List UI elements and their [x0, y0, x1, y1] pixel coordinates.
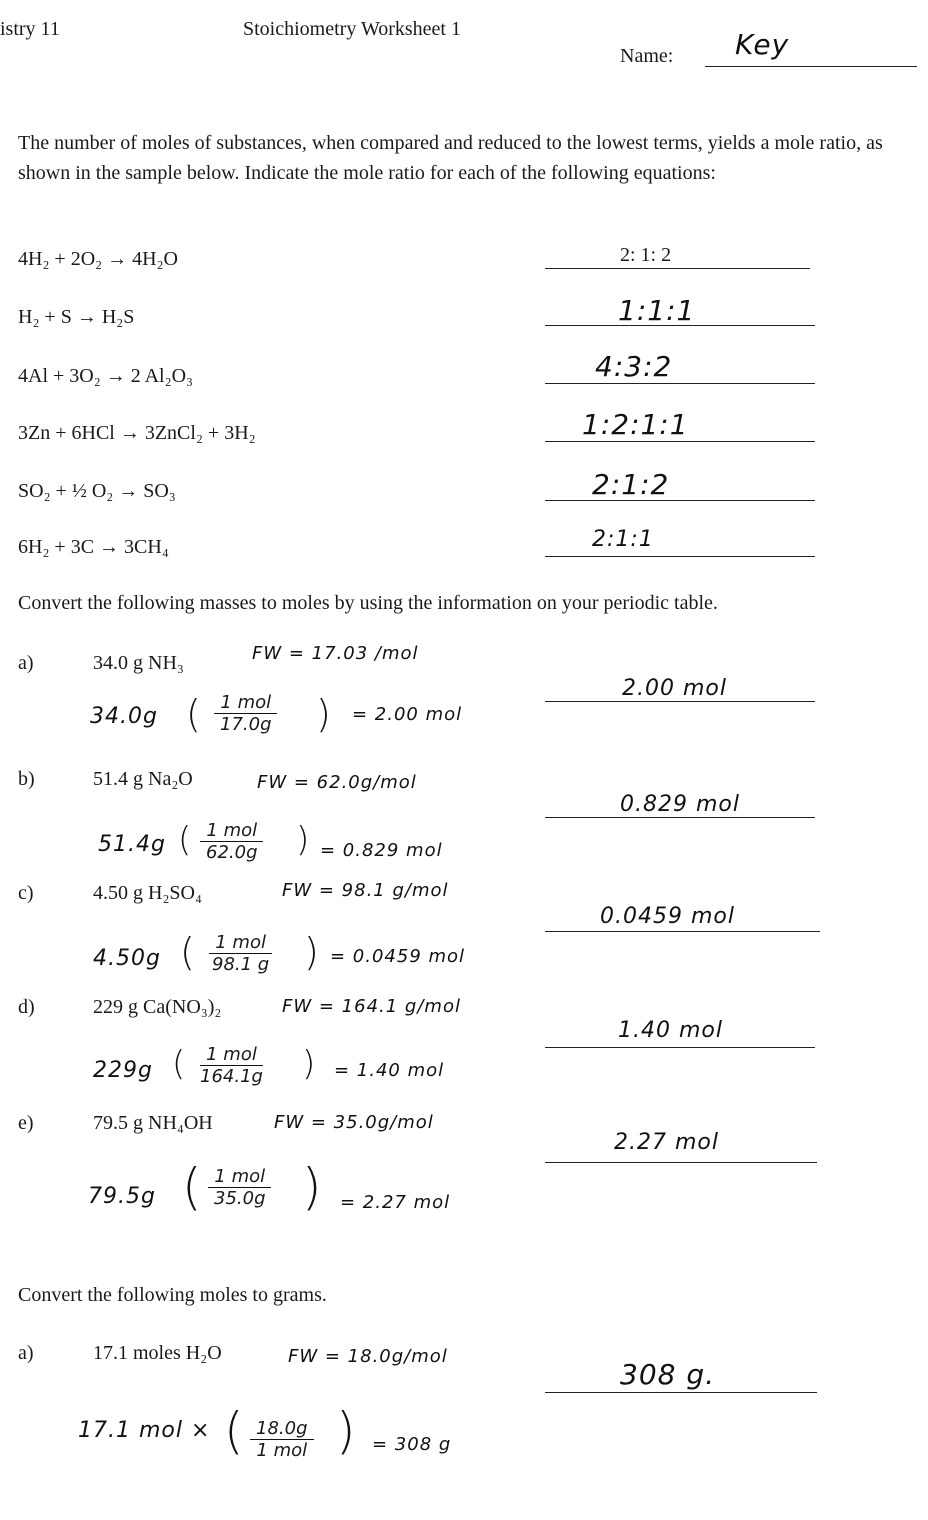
answer-line	[545, 1392, 817, 1393]
ratio-equation: H₂ + S → H₂S	[18, 306, 135, 328]
answer-line	[545, 1047, 815, 1048]
formula-weight: FW = 164.1 g/mol	[282, 996, 461, 1017]
problem-letter: a)	[18, 1342, 34, 1364]
answer-line	[545, 817, 815, 818]
problem-given: 17.1 moles H₂O	[93, 1342, 222, 1364]
answer-line	[545, 1162, 817, 1163]
conversion-factor	[194, 1044, 269, 1087]
problem-letter: a)	[18, 652, 34, 674]
ratio-equation: 4Al + 3O₂ → 2 Al₂O₃	[18, 365, 193, 387]
problem-given: 34.0 g NH₃	[93, 652, 184, 674]
open-paren: (	[172, 1044, 186, 1084]
name-line	[705, 66, 917, 67]
ratio-answer: 2: 1: 2	[620, 244, 672, 266]
work-result: = 0.829 mol	[320, 840, 443, 861]
worksheet-title: Stoichiometry Worksheet 1	[243, 18, 461, 40]
conversion-factor	[200, 820, 264, 863]
factor-numerator: 1 mol	[200, 820, 263, 842]
formula-weight: FW = 62.0g/mol	[257, 772, 417, 793]
grams-answer: 308 g.	[620, 1358, 716, 1391]
name-value: Key	[735, 28, 790, 61]
work-result: = 0.0459 mol	[330, 946, 466, 967]
open-paren: (	[178, 820, 192, 860]
ratio-equation: 6H₂ + 3C → 3CH₄	[18, 536, 169, 558]
ratio-equation: 3Zn + 6HCl → 3ZnCl₂ + 3H₂	[18, 422, 256, 444]
problem-given: 229 g Ca(NO₃)₂	[93, 996, 222, 1018]
answer-line	[545, 931, 820, 932]
problem-given: 4.50 g H₂SO₄	[93, 882, 202, 904]
factor-numerator: 1 mol	[214, 692, 277, 714]
work-result: = 1.40 mol	[334, 1060, 445, 1081]
close-paren: )	[316, 692, 331, 736]
work-mass: 51.4g	[98, 832, 166, 857]
answer-line	[545, 383, 815, 384]
answer-line	[545, 441, 815, 442]
ratio-equation: SO₂ + ½ O₂ → SO₃	[18, 480, 176, 502]
close-paren: )	[302, 1158, 322, 1216]
work-mass: 34.0g	[90, 704, 158, 729]
mass-answer: 2.00 mol	[622, 676, 727, 701]
factor-numerator: 1 mol	[208, 1166, 271, 1188]
close-paren: )	[304, 930, 319, 974]
answer-line	[545, 268, 810, 269]
work-moles: 17.1 mol ×	[78, 1418, 211, 1443]
problem-given: 79.5 g NH₄OH	[93, 1112, 213, 1134]
factor-numerator: 18.0g	[250, 1418, 314, 1440]
open-paren: (	[180, 930, 195, 974]
problem-given: 51.4 g Na₂O	[93, 768, 193, 790]
formula-weight: FW = 18.0g/mol	[288, 1346, 448, 1367]
answer-line	[545, 701, 815, 702]
problem-letter: b)	[18, 768, 35, 790]
factor-denominator: 35.0g	[214, 1188, 266, 1209]
formula-weight: FW = 98.1 g/mol	[282, 880, 449, 901]
ratio-answer: 2:1:2	[592, 468, 670, 501]
mass-answer: 0.0459 mol	[600, 904, 735, 929]
problem-letter: d)	[18, 996, 35, 1018]
factor-denominator: 17.0g	[220, 714, 272, 735]
section-mass-to-moles-title: Convert the following masses to moles by using the information on your periodic table.	[18, 592, 718, 614]
formula-weight: FW = 17.03 /mol	[252, 643, 419, 664]
section-moles-to-grams-title: Convert the following moles to grams.	[18, 1284, 327, 1306]
work-result: = 308 g	[372, 1434, 452, 1455]
formula-weight: FW = 35.0g/mol	[274, 1112, 434, 1133]
ratio-equation: 4H₂ + 2O₂ → 4H₂O	[18, 248, 178, 270]
intro-paragraph: The number of moles of substances, when compared and reduced to the lowest terms, yields a mole ratio, as shown in the sample below. Indicate the mole ratio for each of the following equations:	[18, 132, 883, 184]
open-paren: (	[182, 1158, 202, 1216]
factor-denominator: 1 mol	[256, 1440, 308, 1461]
conversion-factor	[250, 1418, 314, 1461]
work-mass: 4.50g	[93, 946, 161, 971]
work-mass: 79.5g	[88, 1184, 156, 1209]
work-mass: 229g	[93, 1058, 153, 1083]
ratio-answer: 2:1:1	[592, 527, 654, 552]
close-paren: )	[302, 1044, 316, 1084]
factor-denominator: 164.1g	[200, 1066, 263, 1087]
course-label: istry 11	[0, 18, 60, 40]
open-paren: (	[186, 692, 201, 736]
answer-line	[545, 500, 815, 501]
conversion-factor	[208, 1166, 272, 1209]
open-paren: (	[224, 1402, 244, 1460]
problem-letter: c)	[18, 882, 34, 904]
answer-line	[545, 325, 815, 326]
problem-letter: e)	[18, 1112, 34, 1134]
factor-denominator: 62.0g	[206, 842, 258, 863]
factor-numerator: 1 mol	[200, 1044, 263, 1066]
factor-denominator: 98.1 g	[212, 954, 270, 975]
close-paren: )	[336, 1402, 356, 1460]
mass-answer: 2.27 mol	[614, 1130, 719, 1155]
work-result: = 2.27 mol	[340, 1192, 451, 1213]
ratio-answer: 4:3:2	[595, 350, 673, 383]
ratio-answer: 1:2:1:1	[582, 408, 689, 441]
mass-answer: 0.829 mol	[620, 792, 740, 817]
close-paren: )	[296, 820, 310, 860]
factor-numerator: 1 mol	[209, 932, 272, 954]
answer-line	[545, 556, 815, 557]
mass-answer: 1.40 mol	[618, 1018, 723, 1043]
work-result: = 2.00 mol	[352, 704, 463, 725]
conversion-factor	[214, 692, 278, 735]
name-label: Name:	[620, 45, 674, 67]
ratio-answer: 1:1:1	[618, 294, 696, 327]
conversion-factor	[206, 932, 275, 975]
